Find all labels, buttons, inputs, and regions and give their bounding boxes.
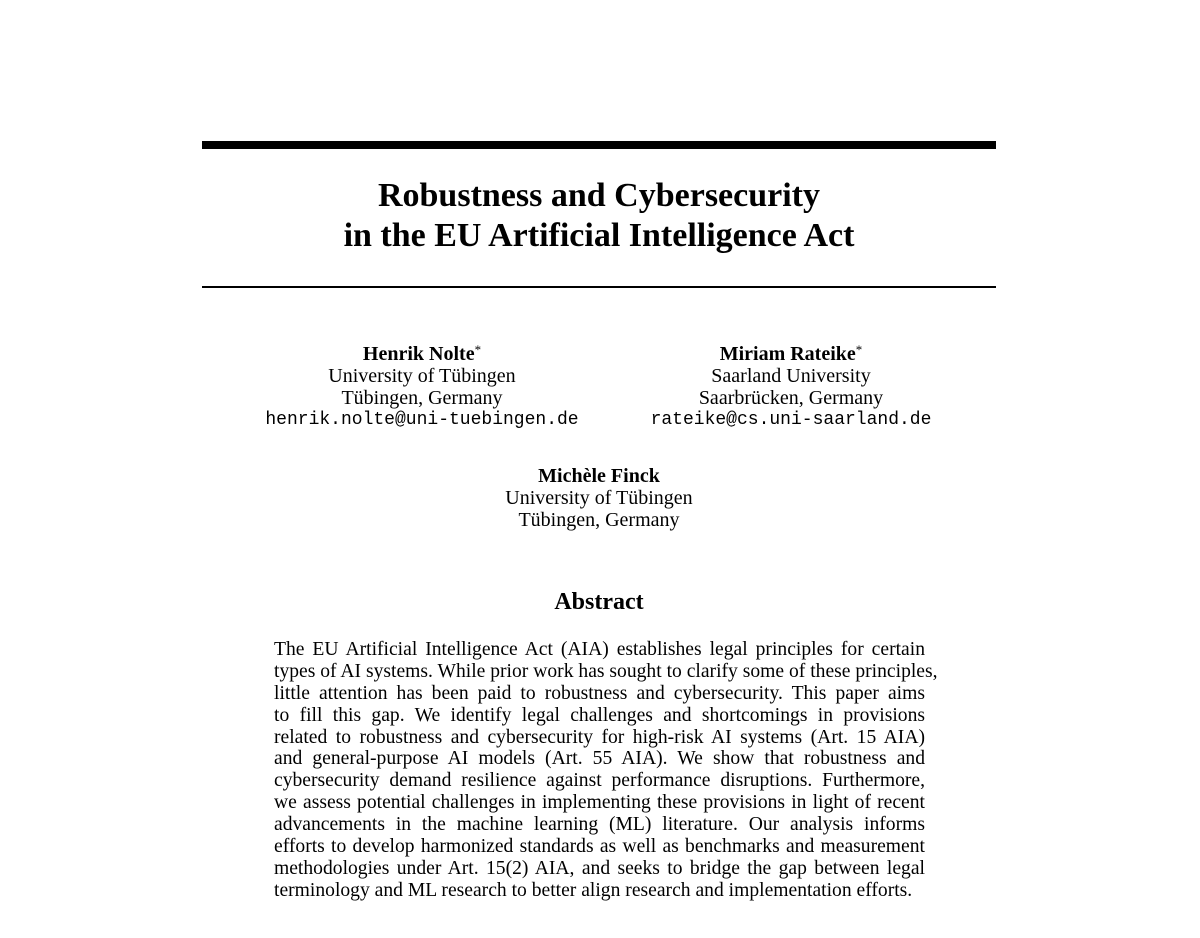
author-location: Tübingen, Germany	[518, 509, 680, 531]
abstract-line: advancements in the machine learning (ML) literature. Our analysis informs	[274, 814, 925, 836]
abstract-line: terminology and ML research to better align research and implementation efforts.	[274, 879, 913, 901]
author-name: Henrik Nolte*	[362, 342, 482, 365]
title-bottom-rule	[202, 286, 996, 288]
abstract-line: efforts to develop harmonized standards as well as benchmarks and measurement	[274, 836, 925, 858]
abstract-line: The EU Artificial Intelligence Act (AIA) establishes legal principles for certain	[274, 639, 925, 660]
author-affiliation: Saarland University	[711, 365, 871, 387]
title-top-rule	[202, 141, 996, 149]
abstract-line: little attention has been paid to robustness and cybersecurity. This paper aims	[274, 682, 925, 704]
paper-title-line-1: Robustness and Cybersecurity	[377, 177, 821, 214]
author-block-nolte	[262, 343, 582, 431]
author-location: Saarbrücken, Germany	[698, 387, 884, 409]
abstract-line: methodologies under Art. 15(2) AIA, and seeks to bridge the gap between legal	[274, 857, 925, 879]
abstract-line: types of AI systems. While prior work has sought to clarify some of these principles,	[274, 660, 938, 682]
author-block-finck	[440, 465, 758, 531]
author-email[interactable]: henrik.nolte@uni-tuebingen.de	[265, 410, 579, 430]
abstract-line: cybersecurity demand resilience against performance disruptions. Furthermore,	[274, 770, 925, 792]
abstract-line: to fill this gap. We identify legal challenges and shortcomings in provisions	[274, 704, 925, 726]
paper-title-line-2: in the EU Artificial Intelligence Act	[343, 217, 855, 254]
equal-contribution-mark: *	[474, 342, 482, 357]
author-name: Miriam Rateike*	[719, 342, 863, 365]
abstract-line: we assess potential challenges in implementing these provisions in light of recent	[274, 792, 925, 814]
author-name: Michèle Finck	[538, 465, 660, 487]
author-block-rateike	[640, 343, 942, 431]
equal-contribution-mark: *	[855, 342, 863, 357]
author-affiliation: University of Tübingen	[328, 365, 516, 387]
abstract-line: related to robustness and cybersecurity for high-risk AI systems (Art. 15 AIA)	[274, 726, 925, 748]
paper-title	[202, 176, 996, 256]
author-affiliation: University of Tübingen	[505, 487, 693, 509]
author-location: Tübingen, Germany	[341, 387, 503, 409]
abstract-heading: Abstract	[554, 589, 644, 615]
author-email[interactable]: rateike@cs.uni-saarland.de	[650, 410, 932, 430]
abstract-body	[274, 639, 938, 902]
abstract-line: and general-purpose AI models (Art. 55 AIA). We show that robustness and	[274, 748, 925, 770]
